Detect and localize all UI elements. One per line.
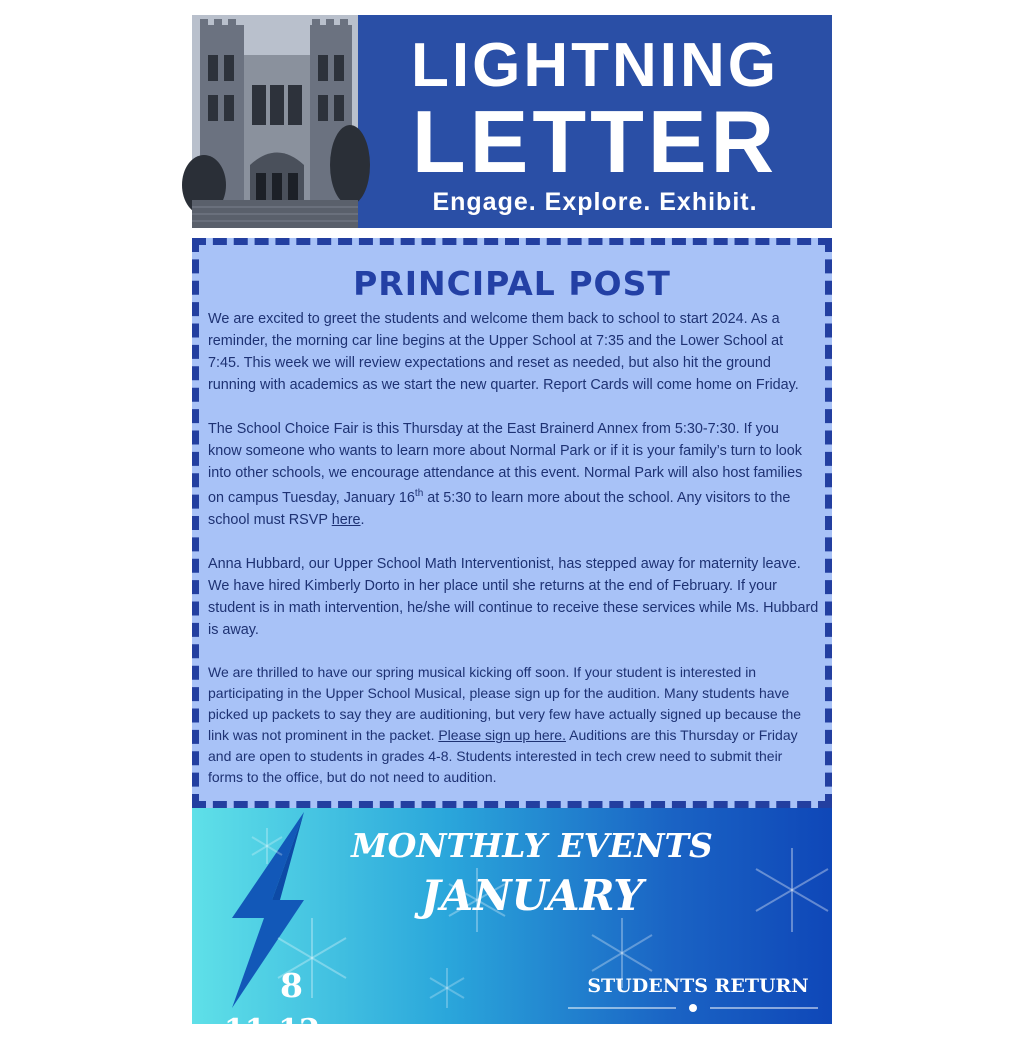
header-banner	[192, 15, 832, 228]
text-line: reminder, the morning car line begins at the Upper School at 7:35 and the Lower School at	[208, 333, 784, 349]
text-segment: school must RSVP	[208, 512, 332, 528]
text-line: picked up packets to say they are auditioning, but very few have actually signed up because the	[208, 706, 802, 722]
paragraph-math-interventionist	[208, 553, 820, 641]
event-label: STUDENTS RETURN	[587, 975, 809, 997]
paragraph-spring-musical	[208, 662, 820, 788]
school-building-photo	[192, 15, 358, 228]
banner-title-line2: LETTER	[411, 92, 779, 191]
text-line: is away.	[208, 622, 259, 638]
text-line	[208, 725, 820, 746]
banner-title-block	[358, 15, 832, 228]
text-line: and are open to students in grades 4-8. Students interested in tech crew need to submit their	[208, 748, 783, 764]
text-line: 7:45. This week we will review expectations and reset as needed, but also hit the ground	[208, 355, 771, 371]
paragraph-school-choice-fair	[208, 418, 820, 531]
text-segment: on campus Tuesday, January 16	[208, 490, 415, 506]
snowflake-icon	[430, 968, 464, 1008]
text-segment: .	[360, 512, 365, 528]
text-line: running with academics as we start the new quarter. Report Cards will come home on Friday.	[208, 377, 799, 393]
text-line: forms to the office, but do not need to audition.	[208, 769, 497, 785]
text-line: student is in math intervention, he/she will continue to receive these services while Ms. Hubbard	[208, 600, 819, 616]
ornament-divider	[568, 1002, 818, 1014]
audition-signup-link[interactable]: Please sign up here.	[438, 727, 566, 743]
event-date: 11-12	[224, 1013, 320, 1048]
text-line: into other schools, we encourage attendance at this event. Normal Park will also host families	[208, 465, 803, 481]
rsvp-link[interactable]: here	[331, 512, 361, 528]
text-line: We have hired Kimberly Dorto in her place until she returns at the end of February. If your	[208, 578, 777, 594]
text-segment: at 5:30 to learn more about the school. Any visitors to the	[423, 490, 791, 506]
banner-tagline: Engage. Explore. Exhibit.	[432, 188, 758, 216]
text-line: Anna Hubbard, our Upper School Math Interventionist, has stepped away for maternity leave.	[208, 556, 801, 572]
section-title: PRINCIPAL POST	[353, 264, 671, 303]
event-date: 8	[280, 966, 303, 1005]
text-line: know someone who wants to learn more about Normal Park or if it is your family’s turn to look	[208, 443, 803, 459]
newsletter	[192, 0, 832, 1048]
events-heading: MONTHLY EVENTS	[351, 826, 713, 865]
snowflake-icon	[756, 848, 828, 932]
text-line	[208, 484, 820, 509]
text-line: We are excited to greet the students and welcome them back to school to start 2024. As a	[208, 311, 780, 327]
events-month: JANUARY	[420, 871, 644, 920]
monthly-events-section	[192, 808, 832, 1048]
ordinal-suffix: th	[414, 488, 424, 500]
banner-title-line1: LIGHTNING	[411, 31, 779, 100]
text-line: participating in the Upper School Musical, please sign up for the audition. Many students have	[208, 685, 790, 701]
text-line: We are thrilled to have our spring musical kicking off soon. If your student is interested in	[208, 664, 757, 680]
principal-post-section	[192, 238, 832, 808]
text-line	[208, 509, 820, 531]
text-segment: link was not prominent in the packet.	[208, 727, 439, 743]
section-body	[208, 308, 820, 788]
text-segment: Auditions are this Thursday or Friday	[565, 727, 798, 743]
text-line: The School Choice Fair is this Thursday at the East Brainerd Annex from 5:30-7:30. If you	[208, 421, 779, 437]
paragraph-welcome	[208, 308, 820, 396]
